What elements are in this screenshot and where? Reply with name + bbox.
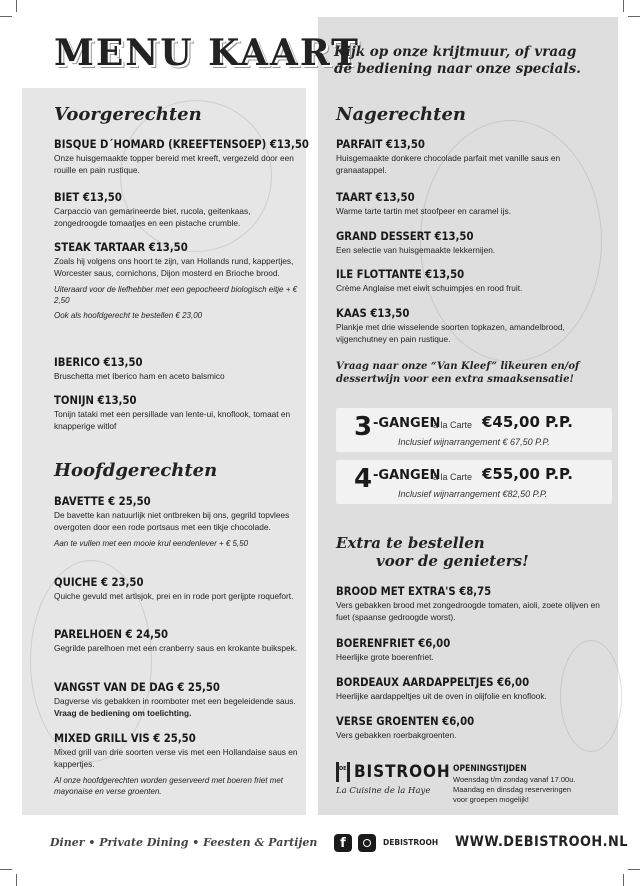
hours-line: Maandag en dinsdag reserveringen [453, 785, 571, 794]
section-title-hoofdgerechten: Hoofdgerechten [54, 460, 218, 481]
hours-title: OPENINGSTIJDEN [453, 764, 527, 774]
item-description: Warme tarte tartin met stoofpeer en caramel ijs. [336, 206, 511, 216]
course-label: -GANGEN [373, 468, 441, 483]
item-name: QUICHE € 23,50 [54, 575, 144, 589]
three-course-box [336, 408, 612, 452]
course-count: 4 [354, 464, 373, 494]
item-name: MIXED GRILL VIS € 25,50 [54, 731, 196, 745]
menu-item-biet [54, 190, 304, 229]
instagram-icon[interactable] [358, 834, 376, 852]
section-title-nagerechten: Nagerechten [336, 104, 466, 125]
item-description: Quiche gevuld met artisjok, prei en in rode port gerijpte roquefort. [54, 591, 294, 601]
menu-item-grand-dessert [336, 229, 606, 257]
menu-item-bavette [54, 494, 304, 549]
crop-mark [16, 0, 17, 12]
section-title-extra: Extra te bestellen voor de genieters! [336, 534, 529, 570]
menu-item-taart [336, 190, 606, 218]
item-name: IBERICO €13,50 [54, 355, 143, 369]
item-name: PARFAIT €13,50 [336, 137, 425, 151]
item-name: STEAK TARTAAR €13,50 [54, 240, 188, 254]
services-footer: Diner • Private Dining • Feesten & Partijen [50, 836, 318, 849]
item-name: VERSE GROENTEN €6,00 [336, 714, 475, 728]
four-course-box [336, 460, 612, 504]
item-name: BIET €13,50 [54, 190, 122, 204]
menu-item-tonijn [54, 393, 304, 432]
menu-item-quiche [54, 575, 304, 603]
item-name: VANGST VAN DE DAG € 25,50 [54, 680, 220, 694]
item-description: Zoals hij volgens ons hoort te zijn, van Hollands rund, kappertjes, Worcester saus, cornichons, Dijon mosterd en Brioche brood. [54, 256, 294, 278]
crop-mark [623, 874, 624, 886]
logo-subtitle: La Cuisine de la Haye [336, 786, 431, 796]
crop-mark [623, 0, 624, 12]
menu-item-ile-flottante [336, 267, 606, 295]
logo-mark-icon: DE [336, 762, 350, 782]
item-name: ILE FLOTTANTE €13,50 [336, 267, 465, 281]
social-handle: DEBISTROOH [383, 838, 439, 847]
item-description: Crème Anglaise met eiwit schuimpjes en rood fruit. [336, 283, 523, 293]
wine-arrangement: Inclusief wijnarrangement €82,50 P.P. [398, 489, 548, 499]
item-name: GRAND DESSERT €13,50 [336, 229, 474, 243]
item-name: KAAS €13,50 [336, 306, 410, 320]
menu-item-vangst [54, 680, 304, 719]
item-note: Al onze hoofdgerechten worden geserveerd met boeren friet met mayonaise en verse groenten. [54, 776, 284, 796]
extra-item-boerenfriet [336, 636, 611, 664]
crop-mark [0, 869, 12, 870]
menu-item-parfait [336, 137, 606, 176]
item-description: Heerlijke aardappeltjes uit de oven in olijfolie en knoflook. [336, 691, 547, 701]
hours-line: voor groepen mogelijk! [453, 795, 529, 804]
item-description: Carpaccio van gemarineerde biet, rucola, geitenkaas, zongedroogde tomaatjes en een pistache crumble. [54, 206, 251, 228]
item-name: BOERENFRIET €6,00 [336, 636, 451, 650]
menu-item-mixed-grill [54, 731, 304, 797]
menu-item-kaas [336, 306, 606, 345]
crop-mark [16, 874, 17, 886]
item-name: BAVETTE € 25,50 [54, 494, 151, 508]
specials-tagline: Kijk op onze krijtmuur, of vraag de bediening naar onze specials. [334, 44, 581, 77]
item-name: PARELHOEN € 24,50 [54, 627, 169, 641]
crop-mark [628, 869, 640, 870]
website-link[interactable]: WWW.DEBISTROOH.NL [455, 834, 628, 850]
item-description: Gegrilde parelhoen met een cranberry saus en krokante buikspek. [54, 643, 298, 653]
item-description: Mixed grill van drie soorten verse vis met een Hollandaise saus en kappertjes. [54, 747, 298, 769]
item-description: Onze huisgemaakte topper bereid met kreeft, vergezeld door een rouille en pain rustique. [54, 153, 294, 175]
hours-line: Woensdag t/m zondag vanaf 17.00u. [453, 775, 576, 784]
wine-arrangement: Inclusief wijnarrangement € 67,50 P.P. [398, 437, 550, 447]
item-description: Een selectie van huisgemaakte lekkernijen. [336, 245, 496, 255]
course-count: 3 [354, 412, 373, 442]
extra-item-brood [336, 584, 611, 623]
item-name: BORDEAUX AARDAPPELTJES €6,00 [336, 675, 530, 689]
facebook-icon[interactable]: f [334, 834, 352, 852]
item-description: De bavette kan natuurlijk niet ontbreken bij ons, gegrild topvlees overgoten door een rode portsaus met een tikje chocolade. [54, 510, 290, 532]
item-note: Uiteraard voor de liefhebber met een gepocheerd biologisch eitje + € 2,50 [54, 285, 298, 305]
item-name: TONIJN €13,50 [54, 393, 137, 407]
item-note: Aan te vullen met een mooie krul eendenlever + € 5,50 [54, 539, 249, 548]
course-label: -GANGEN [373, 416, 441, 431]
menu-item-bisque [54, 137, 309, 176]
liqueur-promo: Vraag naar onze “Van Kleef” likeuren en/of dessertwijn voor een extra smaaksensatie! [336, 361, 580, 385]
crop-mark [628, 16, 640, 17]
item-description: Dagverse vis gebakken in roomboter met een begeleidende saus. Vraag de bediening om toelichting. [54, 696, 296, 718]
item-description: Plankje met drie wisselende soorten topkazen, amandelbrood, vijgenchutney en pain rustique. [336, 322, 565, 344]
menu-item-iberico [54, 355, 304, 383]
item-description: Heerlijke grote boerenfriet. [336, 652, 434, 662]
logo-name: BISTROOH [354, 762, 451, 782]
item-description: Vers gebakken roerbakgroenten. [336, 730, 457, 740]
item-description: Bruschetta met Iberico ham en aceto balsmico [54, 371, 225, 381]
course-subtitle: a la Carte [433, 472, 473, 482]
menu-item-parelhoen [54, 627, 304, 655]
course-price: €45,00 P.P. [482, 413, 573, 431]
item-note: Ook als hoofdgerecht te bestellen € 23,00 [54, 311, 203, 320]
item-name: BISQUE D´HOMARD (KREEFTENSOEP) €13,50 [54, 137, 309, 151]
opening-hours [453, 764, 613, 805]
course-subtitle: a la Carte [433, 420, 473, 430]
item-name: TAART €13,50 [336, 190, 415, 204]
section-title-voorgerechten: Voorgerechten [54, 104, 202, 125]
item-name: BROOD MET EXTRA'S €8,75 [336, 584, 492, 598]
crop-mark [0, 16, 12, 17]
extra-item-groenten [336, 714, 611, 742]
item-description: Huisgemaakte donkere chocolade parfait met vanille saus en granaatappel. [336, 153, 561, 175]
extra-item-aardappeltjes [336, 675, 611, 703]
item-description: Vers gebakken brood met zongedroogde tomaten, aioli, zoete olijven en fuet (spaanse gedroogde worst). [336, 600, 600, 622]
menu-title: MENU KAART [54, 32, 360, 74]
item-description: Tonijn tataki met een persillade van lente-ui, knoflook, tomaat en knapperige witlof [54, 409, 291, 431]
menu-item-steak-tartaar [54, 240, 304, 321]
course-price: €55,00 P.P. [482, 465, 573, 483]
